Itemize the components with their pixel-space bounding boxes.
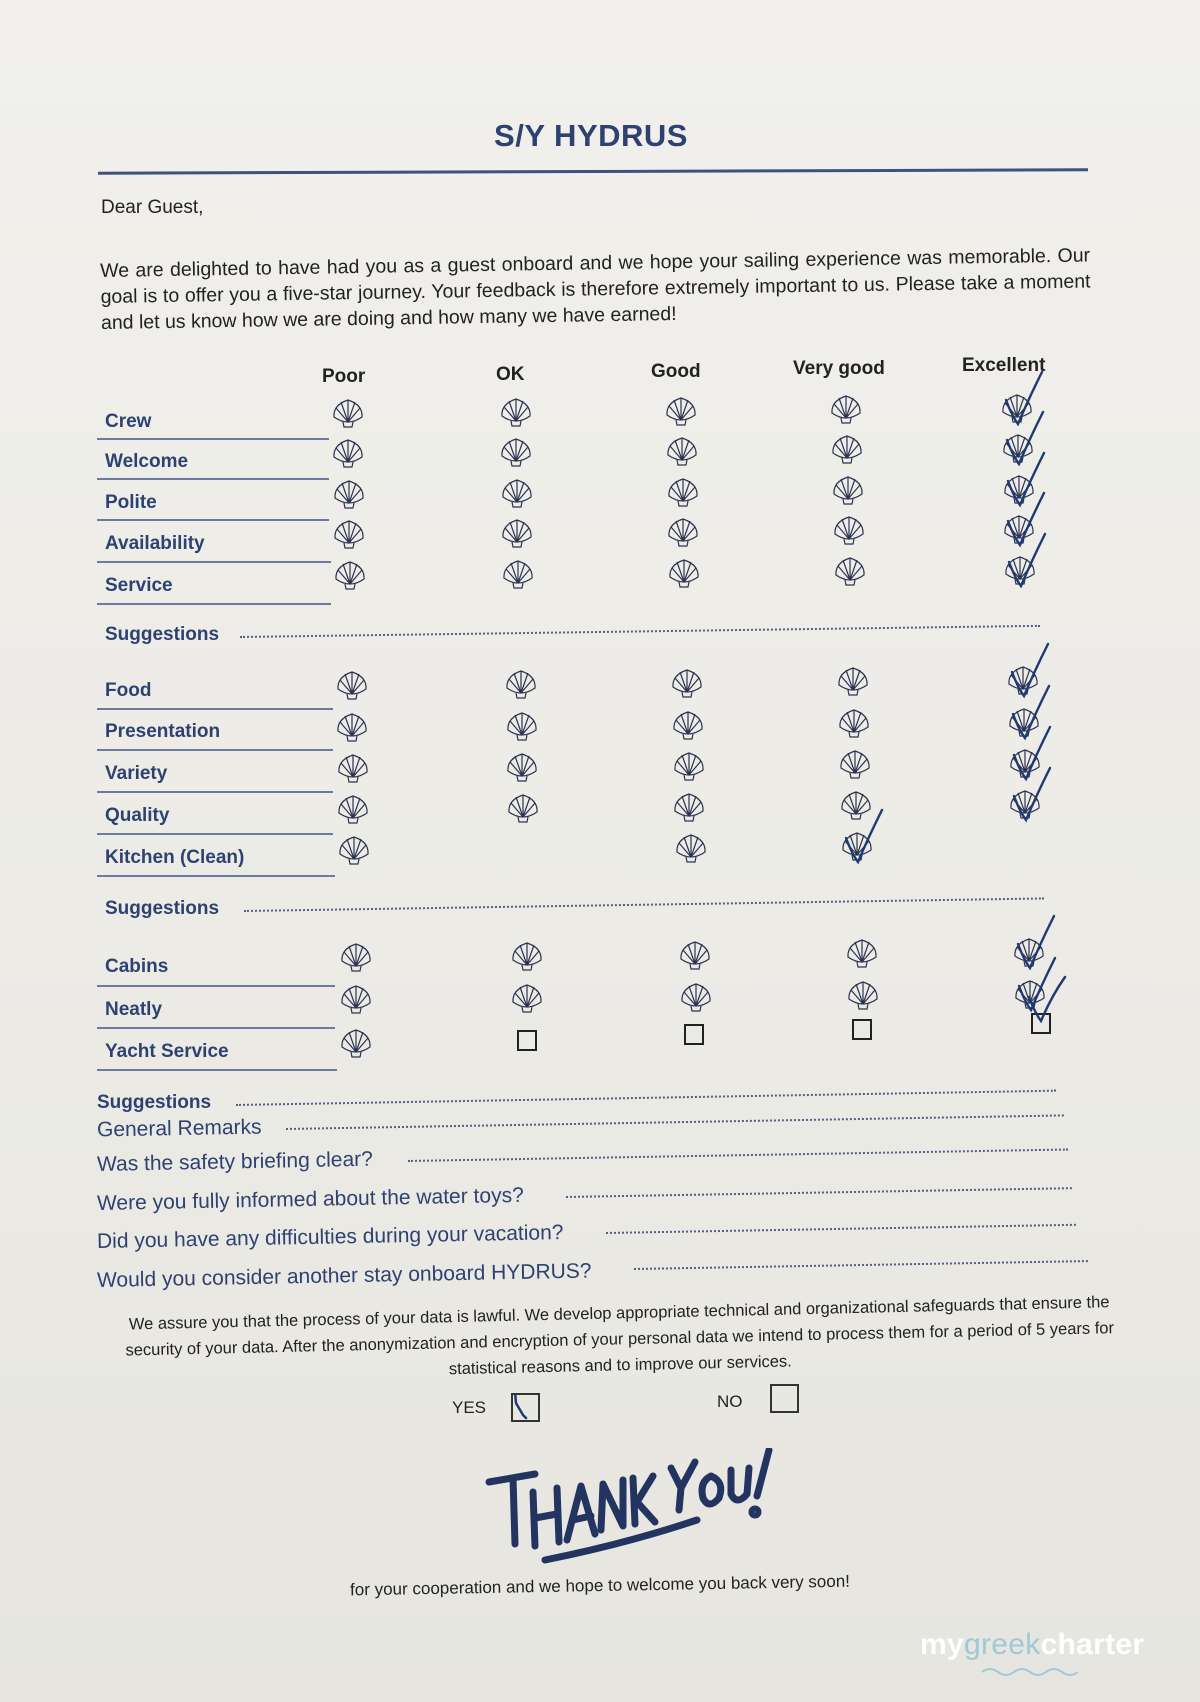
shell-rating-icon[interactable]: [331, 437, 365, 469]
shell-rating-icon[interactable]: [679, 981, 713, 1013]
row-divider: [97, 478, 329, 480]
shell-rating-icon[interactable]: [339, 983, 373, 1015]
watermark-part-2: greek: [963, 1628, 1041, 1661]
form-title: S/Y HYDRUS: [494, 118, 688, 153]
consent-no-label: NO: [717, 1392, 743, 1411]
shell-rating-icon[interactable]: [510, 982, 544, 1014]
shell-rating-icon[interactable]: [335, 669, 369, 701]
general-remarks-label: General Remarks: [96, 1115, 262, 1142]
shell-rating-icon[interactable]: [333, 559, 367, 591]
row-divider: [97, 1027, 335, 1029]
shell-rating-icon[interactable]: [666, 476, 700, 508]
shell-rating-icon[interactable]: [500, 517, 534, 549]
shell-rating-icon[interactable]: [829, 393, 863, 425]
consent-no-checkbox[interactable]: [770, 1384, 799, 1413]
shell-rating-icon[interactable]: [505, 710, 539, 742]
row-label-service: Service: [105, 575, 173, 596]
row-label-polite: Polite: [105, 492, 157, 513]
answer-line-water-toys[interactable]: [566, 1187, 1072, 1198]
row-divider: [97, 603, 331, 605]
answer-line-difficulties[interactable]: [606, 1224, 1076, 1234]
question-safety-briefing: Was the safety briefing clear?: [96, 1147, 374, 1176]
column-very-good: Very good: [793, 358, 885, 379]
row-divider: [97, 708, 333, 710]
shell-rating-icon[interactable]: [674, 832, 708, 864]
check-mark-icon: [1010, 766, 1060, 826]
shell-rating-icon[interactable]: [499, 436, 533, 468]
shell-rating-icon[interactable]: [499, 396, 533, 428]
footer-text: for your cooperation and we hope to welcome you back very soon!: [349, 1571, 851, 1600]
shell-rating-icon[interactable]: [339, 1027, 373, 1059]
suggestions-label-2: Suggestions: [105, 898, 220, 919]
watermark-logo: [920, 1628, 1144, 1662]
shell-rating-icon[interactable]: [672, 750, 706, 782]
privacy-notice: We assure you that the process of your data is lawful. We develop appropriate technical and organizational safeguards that ensure the security of your data. After the anonymization and encryption of your personal data we intend to process them for a period of 5 years for statistical reasons and to improve our services.: [125, 1293, 1115, 1379]
shell-rating-icon[interactable]: [500, 477, 534, 509]
row-label-quality: Quality: [105, 805, 170, 826]
column-poor: Poor: [322, 366, 366, 387]
shell-rating-icon[interactable]: [666, 516, 700, 548]
suggestions-line-2[interactable]: [244, 897, 1044, 912]
shell-rating-icon[interactable]: [833, 555, 867, 587]
shell-rating-icon[interactable]: [846, 979, 880, 1011]
check-mark-icon: [842, 808, 892, 868]
shell-rating-icon[interactable]: [672, 791, 706, 823]
shell-rating-icon[interactable]: [664, 395, 698, 427]
row-label-food: Food: [105, 680, 152, 701]
shell-rating-icon[interactable]: [832, 514, 866, 546]
shell-rating-icon[interactable]: [671, 709, 705, 741]
row-label-crew: Crew: [105, 411, 152, 432]
suggestions-label-3: Suggestions: [97, 1092, 212, 1113]
shell-rating-icon[interactable]: [506, 792, 540, 824]
answer-line-safety-briefing[interactable]: [408, 1148, 1068, 1162]
suggestions-line-3[interactable]: [236, 1090, 1056, 1106]
watermark-part-1: my: [920, 1628, 964, 1661]
shell-rating-icon[interactable]: [332, 478, 366, 510]
row-label-yacht-service: Yacht Service: [105, 1041, 229, 1062]
column-excellent: Excellent: [962, 355, 1046, 376]
rating-box-ok[interactable]: [517, 1030, 537, 1051]
row-divider: [97, 791, 333, 793]
row-label-neatly: Neatly: [105, 999, 163, 1020]
answer-line-another-stay[interactable]: [634, 1260, 1088, 1270]
suggestions-label-1: Suggestions: [105, 624, 220, 645]
shell-rating-icon[interactable]: [504, 668, 538, 700]
rating-box-very-good[interactable]: [852, 1019, 872, 1040]
shell-rating-icon[interactable]: [831, 474, 865, 506]
row-label-presentation: Presentation: [105, 721, 221, 742]
title-divider: [98, 168, 1088, 174]
question-difficulties: Did you have any difficulties during your vacation?: [96, 1221, 564, 1253]
shell-rating-icon[interactable]: [335, 711, 369, 743]
consent-yes-checkbox[interactable]: [511, 1393, 540, 1422]
shell-rating-icon[interactable]: [837, 707, 871, 739]
shell-rating-icon[interactable]: [505, 751, 539, 783]
question-water-toys: Were you fully informed about the water toys?: [96, 1183, 524, 1215]
column-ok: OK: [496, 364, 525, 385]
row-label-availability: Availability: [105, 533, 205, 554]
general-remarks-line[interactable]: [286, 1114, 1064, 1130]
check-mark-icon: [1025, 975, 1075, 1035]
handwritten-thank-you: [485, 1448, 785, 1568]
row-divider: [97, 561, 331, 563]
row-divider: [97, 985, 335, 987]
shell-rating-icon[interactable]: [337, 834, 371, 866]
intro-paragraph: We are delighted to have had you as a guest onboard and we hope your sailing experience was memorable. Our goal is to offer you a five-star journey. Your feedback is therefore extremely important to us. Please take a moment and let us know how we are doing and how many we have earned!: [100, 244, 1091, 334]
row-divider: [97, 438, 329, 440]
row-divider: [97, 833, 333, 835]
check-mark-icon: [1005, 532, 1055, 592]
row-label-cabins: Cabins: [105, 956, 169, 977]
shell-rating-icon[interactable]: [336, 752, 370, 784]
row-label-welcome: Welcome: [105, 451, 189, 472]
shell-rating-icon[interactable]: [501, 558, 535, 590]
shell-rating-icon[interactable]: [332, 518, 366, 550]
row-divider: [97, 875, 335, 877]
shell-rating-icon[interactable]: [838, 748, 872, 780]
shell-rating-icon[interactable]: [670, 667, 704, 699]
row-divider: [97, 519, 329, 521]
shell-rating-icon[interactable]: [678, 939, 712, 971]
consent-yes-label: YES: [452, 1398, 487, 1417]
shell-rating-icon[interactable]: [510, 940, 544, 972]
row-label-variety: Variety: [105, 763, 168, 784]
row-divider: [97, 1069, 337, 1071]
column-good: Good: [651, 361, 701, 382]
rating-box-good[interactable]: [684, 1024, 704, 1045]
shell-rating-icon[interactable]: [339, 941, 373, 973]
shell-rating-icon[interactable]: [845, 937, 879, 969]
suggestions-line-1[interactable]: [240, 625, 1040, 638]
shell-rating-icon[interactable]: [665, 435, 699, 467]
check-mark-icon: [513, 1395, 538, 1420]
row-label-kitchen: Kitchen (Clean): [105, 847, 245, 868]
shell-rating-icon[interactable]: [667, 557, 701, 589]
shell-rating-icon[interactable]: [336, 793, 370, 825]
greeting: Dear Guest,: [101, 197, 204, 218]
watermark-part-3: charter: [1040, 1628, 1145, 1661]
row-divider: [97, 749, 333, 751]
shell-rating-icon[interactable]: [830, 433, 864, 465]
shell-rating-icon[interactable]: [836, 665, 870, 697]
watermark-wave-icon: [980, 1666, 1090, 1678]
question-another-stay: Would you consider another stay onboard HYDRUS?: [96, 1259, 592, 1292]
shell-rating-icon[interactable]: [331, 397, 365, 429]
